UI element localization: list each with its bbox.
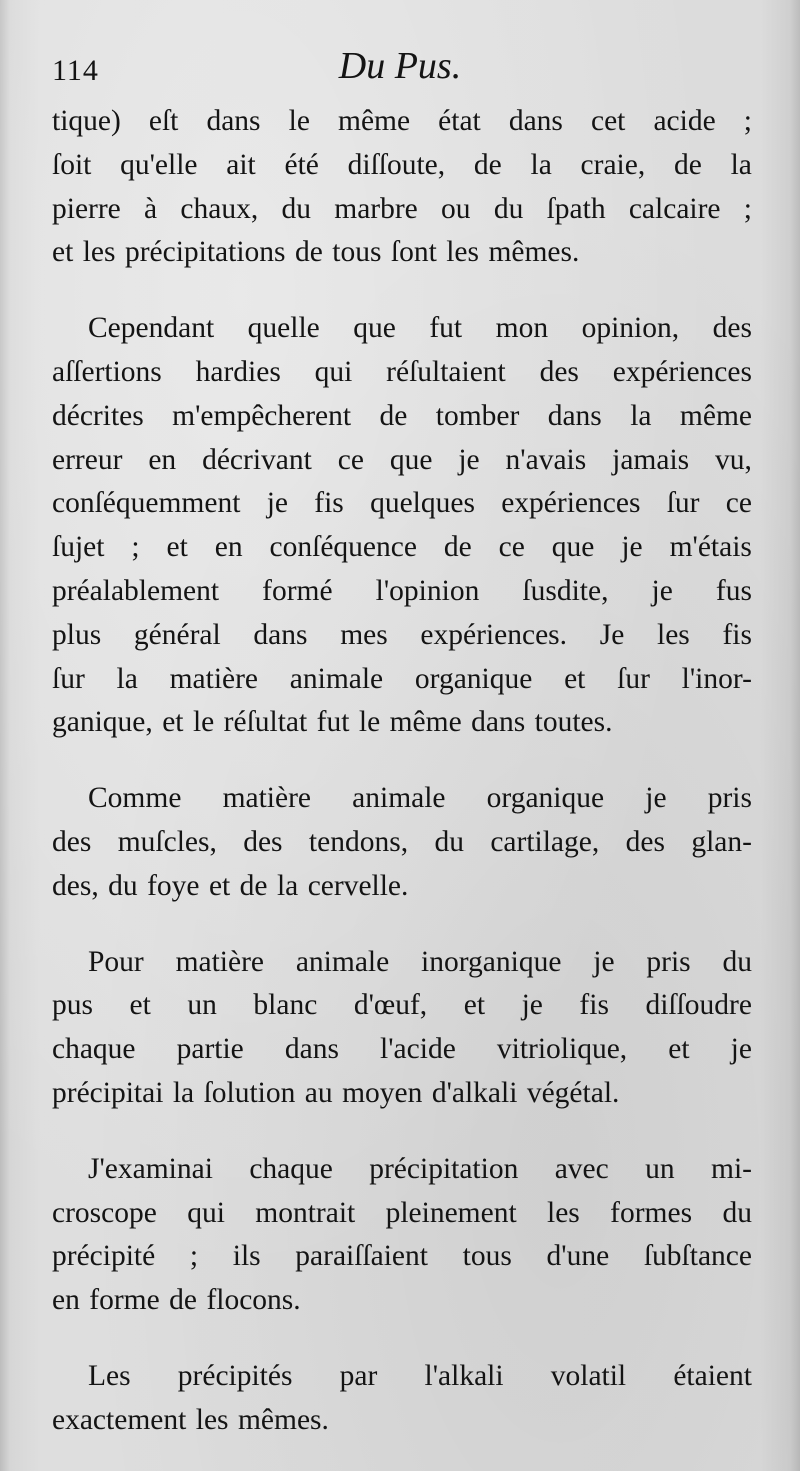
word: même bbox=[338, 105, 411, 137]
word: animale bbox=[352, 782, 446, 815]
word: préalablement bbox=[52, 574, 220, 607]
word: matière bbox=[169, 662, 259, 695]
word: marbre bbox=[334, 192, 418, 225]
word: précipités bbox=[177, 1359, 293, 1392]
word: fut bbox=[429, 312, 463, 345]
word: la bbox=[276, 869, 299, 902]
word: je bbox=[593, 945, 615, 978]
word: Je bbox=[599, 618, 625, 651]
word: ; bbox=[131, 531, 140, 564]
word: un bbox=[645, 1152, 675, 1185]
word: de bbox=[473, 148, 502, 181]
word: avec bbox=[554, 1152, 609, 1185]
text-line bbox=[52, 526, 752, 570]
word: Les bbox=[88, 1359, 131, 1392]
word: du bbox=[722, 945, 752, 978]
word: des bbox=[712, 312, 752, 345]
word: pierre bbox=[52, 192, 121, 225]
text-line bbox=[52, 231, 752, 275]
text-line bbox=[52, 777, 752, 821]
word: et bbox=[162, 706, 184, 739]
text-line bbox=[52, 941, 752, 985]
word: quelques bbox=[370, 487, 475, 520]
word: opinion, bbox=[581, 312, 680, 345]
word: eſt bbox=[148, 105, 179, 137]
word: qu'elle bbox=[120, 148, 198, 181]
paragraph bbox=[52, 941, 752, 1116]
word: même bbox=[679, 399, 752, 432]
word: dans bbox=[284, 1033, 339, 1066]
word: diſſoute, bbox=[347, 148, 446, 181]
word: tous bbox=[462, 1240, 512, 1273]
text-line bbox=[52, 821, 752, 865]
word: glan- bbox=[691, 825, 752, 858]
word: dans bbox=[547, 399, 602, 432]
word: l'alkali bbox=[424, 1359, 504, 1392]
word: que bbox=[353, 312, 396, 345]
word: aſſertions bbox=[52, 355, 162, 388]
word: et bbox=[208, 869, 231, 902]
word: mon bbox=[495, 312, 549, 345]
word: conſéquemment bbox=[52, 487, 241, 520]
word: expériences. bbox=[420, 618, 568, 651]
text-line bbox=[52, 439, 752, 483]
word: croscope bbox=[52, 1196, 157, 1229]
paragraph bbox=[52, 1148, 752, 1323]
text-line bbox=[52, 1148, 752, 1192]
text-line bbox=[52, 395, 752, 439]
text-line bbox=[52, 614, 752, 658]
text-line bbox=[52, 482, 752, 526]
word: dans bbox=[206, 105, 261, 137]
word: ſur bbox=[666, 487, 700, 520]
word: ſur bbox=[52, 662, 85, 695]
word: m'étais bbox=[669, 531, 752, 564]
word: mêmes. bbox=[237, 1403, 329, 1436]
word: ganique, bbox=[52, 706, 153, 739]
word: pus bbox=[52, 989, 93, 1022]
word: toutes. bbox=[534, 706, 613, 739]
paragraph bbox=[52, 307, 752, 745]
word: craie, bbox=[580, 148, 646, 181]
word: erreur bbox=[52, 443, 123, 476]
text-line bbox=[52, 1355, 752, 1399]
word: le bbox=[358, 706, 381, 739]
word: blanc bbox=[253, 989, 318, 1022]
text-line bbox=[52, 351, 752, 395]
word: d'œuf, bbox=[353, 989, 428, 1022]
word: des bbox=[243, 825, 283, 858]
word: les bbox=[446, 236, 479, 269]
word: muſcles, bbox=[117, 825, 217, 858]
word: matière bbox=[175, 945, 265, 978]
word: animale bbox=[289, 662, 384, 695]
word: la bbox=[730, 148, 752, 181]
word: de bbox=[294, 236, 323, 269]
word: je bbox=[458, 443, 480, 476]
word: des bbox=[625, 825, 665, 858]
word: moyen bbox=[342, 1076, 423, 1109]
word: l'inor- bbox=[681, 662, 752, 695]
paragraph bbox=[52, 777, 752, 908]
word: fus bbox=[715, 574, 752, 607]
word: la bbox=[172, 1076, 195, 1109]
word: ſpath bbox=[546, 192, 606, 225]
word: précipitation bbox=[369, 1152, 519, 1185]
word: je bbox=[266, 487, 288, 520]
word: volatil bbox=[550, 1359, 627, 1392]
word: précipitations bbox=[124, 236, 286, 269]
word: du bbox=[108, 869, 138, 902]
word: formes bbox=[610, 1196, 693, 1229]
word: même bbox=[389, 706, 462, 739]
word: en bbox=[214, 531, 243, 564]
word: tous bbox=[332, 236, 382, 269]
word: pris bbox=[646, 945, 691, 978]
word: conſéquence bbox=[269, 531, 417, 564]
word: qui bbox=[314, 355, 353, 388]
page-number: 114 bbox=[52, 54, 99, 87]
word: précipitai bbox=[52, 1076, 164, 1109]
word: en bbox=[148, 443, 177, 476]
word: tomber bbox=[435, 399, 520, 432]
text-line bbox=[52, 1279, 752, 1323]
text-line bbox=[52, 701, 752, 745]
word: ils bbox=[232, 1240, 261, 1273]
word: pris bbox=[707, 782, 752, 815]
word: fis bbox=[314, 487, 344, 520]
word: inorganique bbox=[421, 945, 562, 978]
word: et bbox=[52, 236, 74, 269]
word: les bbox=[82, 236, 116, 269]
word: et bbox=[166, 531, 188, 564]
word: les bbox=[547, 1196, 580, 1229]
word: général bbox=[133, 618, 221, 651]
word: de bbox=[379, 399, 408, 432]
page-header bbox=[0, 40, 800, 96]
word: flocons. bbox=[206, 1284, 301, 1317]
word: foye bbox=[147, 869, 200, 902]
word: décrites bbox=[52, 399, 144, 432]
word: ait bbox=[226, 148, 256, 181]
word: que bbox=[551, 531, 595, 564]
word: paraiſſaient bbox=[295, 1240, 428, 1273]
text-line bbox=[52, 1028, 752, 1072]
word: quelle bbox=[247, 312, 320, 345]
word: tendons, bbox=[308, 825, 409, 858]
word: et bbox=[564, 662, 586, 695]
word: jamais bbox=[612, 443, 690, 476]
word: ſoit bbox=[52, 148, 92, 181]
word: je bbox=[621, 531, 643, 564]
word: cet bbox=[591, 105, 626, 137]
word: d'une bbox=[546, 1240, 610, 1273]
word: de bbox=[443, 531, 472, 564]
text-line bbox=[52, 1235, 752, 1279]
paragraph bbox=[52, 100, 752, 275]
word: vu, bbox=[715, 443, 752, 476]
word: je bbox=[651, 574, 673, 607]
word: diſſoudre bbox=[645, 989, 752, 1022]
word: l'acide bbox=[380, 1033, 456, 1066]
text-line bbox=[52, 144, 752, 188]
word: exactement bbox=[52, 1403, 187, 1436]
word: ce bbox=[498, 531, 525, 564]
word: Pour bbox=[88, 945, 144, 978]
word: dans bbox=[508, 105, 563, 137]
word: calcaire bbox=[628, 192, 721, 225]
word: animale bbox=[295, 945, 390, 978]
word: du bbox=[434, 825, 464, 858]
word: un bbox=[187, 989, 217, 1022]
word: par bbox=[339, 1359, 378, 1392]
word: organique bbox=[486, 782, 605, 815]
word: mi- bbox=[711, 1152, 752, 1185]
word: je bbox=[730, 1033, 752, 1066]
text-line bbox=[52, 307, 752, 351]
word: ce bbox=[337, 443, 364, 476]
word: tique) bbox=[52, 105, 121, 137]
word: qui bbox=[187, 1196, 225, 1229]
word: ſujet bbox=[52, 531, 105, 564]
word: hardies bbox=[195, 355, 281, 388]
word: le bbox=[192, 706, 215, 739]
word: des bbox=[52, 825, 92, 858]
word: des, bbox=[52, 869, 99, 902]
word: acide bbox=[653, 105, 716, 137]
word: ce bbox=[725, 487, 752, 520]
word: montrait bbox=[255, 1196, 356, 1229]
text-line bbox=[52, 100, 752, 144]
text-line bbox=[52, 570, 752, 614]
word: état bbox=[438, 105, 481, 137]
word: plus bbox=[52, 618, 102, 651]
text-line bbox=[52, 188, 752, 232]
word: Cependant bbox=[88, 312, 215, 345]
word: organique bbox=[414, 662, 533, 695]
word: partie bbox=[176, 1033, 244, 1066]
word: été bbox=[284, 148, 319, 181]
word: ou bbox=[441, 192, 471, 225]
word: décrivant bbox=[202, 443, 312, 476]
word: la bbox=[530, 148, 552, 181]
word: fut bbox=[316, 706, 350, 739]
word: expériences bbox=[612, 355, 752, 388]
word: les bbox=[657, 618, 690, 651]
word: mêmes. bbox=[488, 236, 580, 269]
word: végétal. bbox=[526, 1076, 620, 1109]
word: dans bbox=[253, 618, 308, 651]
word: étaient bbox=[673, 1359, 752, 1392]
paragraph bbox=[52, 1355, 752, 1443]
word: la bbox=[630, 399, 652, 432]
word: cartilage, bbox=[490, 825, 600, 858]
word: le bbox=[288, 105, 310, 137]
text-line bbox=[52, 1072, 752, 1116]
word: m'empêcherent bbox=[172, 399, 352, 432]
word: chaux, bbox=[180, 192, 259, 225]
word: et bbox=[129, 989, 151, 1022]
word: je bbox=[521, 989, 543, 1022]
word: en bbox=[52, 1284, 80, 1317]
text-line bbox=[52, 1399, 752, 1443]
word: réſultat bbox=[223, 706, 308, 739]
word: mes bbox=[340, 618, 388, 651]
word: et bbox=[463, 989, 486, 1022]
word: ſusdite, bbox=[522, 574, 609, 607]
word: la bbox=[116, 662, 138, 695]
word: l'opinion bbox=[375, 574, 480, 607]
word: ſur bbox=[617, 662, 650, 695]
word: précipité bbox=[52, 1240, 156, 1273]
word: et bbox=[668, 1033, 690, 1066]
word: au bbox=[304, 1076, 333, 1109]
text-line bbox=[52, 865, 752, 909]
word: pleinement bbox=[385, 1196, 517, 1229]
word: chaque bbox=[249, 1152, 333, 1185]
word: du bbox=[493, 192, 524, 225]
running-title: Du Pus. bbox=[338, 45, 462, 87]
word: je bbox=[645, 782, 667, 815]
word: cervelle. bbox=[307, 869, 409, 902]
word: expériences bbox=[501, 487, 641, 520]
word: que bbox=[389, 443, 433, 476]
word: fis bbox=[579, 989, 609, 1022]
word: les bbox=[195, 1403, 229, 1436]
word: chaque bbox=[52, 1033, 136, 1066]
word: dans bbox=[471, 706, 526, 739]
word: ; bbox=[743, 105, 752, 137]
word: du bbox=[722, 1196, 752, 1229]
body-text bbox=[52, 100, 752, 1471]
word: formé bbox=[262, 574, 333, 607]
word: des bbox=[539, 355, 579, 388]
word: ſolution bbox=[203, 1076, 296, 1109]
word: du bbox=[281, 192, 311, 225]
text-line bbox=[52, 1192, 752, 1236]
word: réſultaient bbox=[386, 355, 506, 388]
word: fis bbox=[722, 618, 752, 651]
text-line bbox=[52, 658, 752, 702]
word: Comme bbox=[88, 782, 182, 815]
word: ſont bbox=[390, 236, 437, 269]
word: à bbox=[144, 192, 158, 225]
word: d'alkali bbox=[431, 1076, 518, 1109]
word: forme bbox=[89, 1284, 160, 1317]
text-line bbox=[52, 984, 752, 1028]
word: ſubſtance bbox=[643, 1240, 752, 1273]
word: de bbox=[673, 148, 702, 181]
word: matière bbox=[222, 782, 312, 815]
word: vitriolique, bbox=[496, 1033, 628, 1066]
word: n'avais bbox=[505, 443, 587, 476]
word: ; bbox=[189, 1240, 199, 1273]
word: de bbox=[239, 869, 268, 902]
word: ; bbox=[743, 192, 752, 225]
word: J'examinai bbox=[88, 1152, 213, 1185]
word: de bbox=[169, 1284, 197, 1317]
